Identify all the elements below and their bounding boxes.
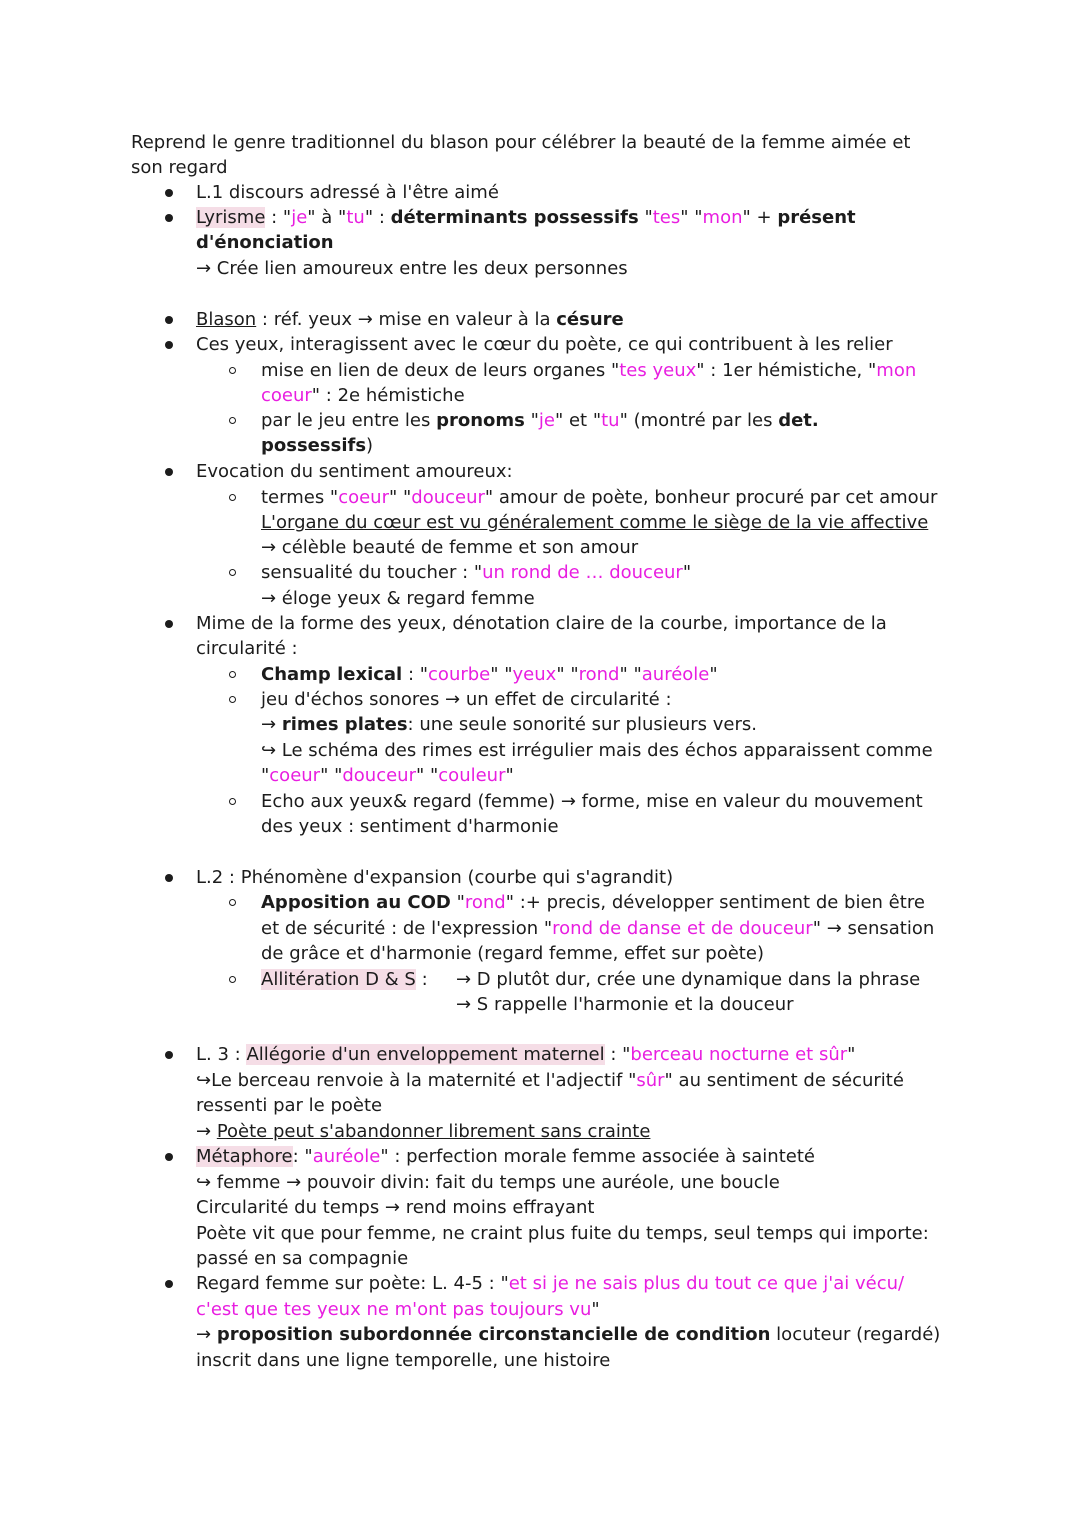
- bullet: [165, 620, 173, 628]
- text-line: inscrit dans une ligne temporelle, une histoire: [196, 1350, 611, 1371]
- text-line: possessifs): [261, 435, 374, 456]
- text-line: Poète vit que pour femme, ne craint plus fuite du temps, seul temps qui importe:: [196, 1223, 929, 1244]
- text-line: c'est que tes yeux ne m'ont pas toujours vu": [196, 1299, 600, 1320]
- bullet: [165, 874, 173, 882]
- list-item: Echo aux yeux& regard (femme) → forme, mise en valeur du mouvement: [261, 791, 923, 812]
- sub-bullet: [229, 494, 236, 501]
- list-item: L.1 discours adressé à l'être aimé: [196, 182, 499, 203]
- text-line: "coeur" "douceur" "couleur": [261, 765, 514, 786]
- sub-bullet: [229, 569, 236, 576]
- text-line: des yeux : sentiment d'harmonie: [261, 816, 559, 837]
- text-line: et de sécurité : de l'expression "rond de danse et de douceur" → sensation: [261, 918, 935, 939]
- text-line: ressenti par le poète: [196, 1095, 383, 1116]
- list-item: Mime de la forme des yeux, dénotation claire de la courbe, importance de la: [196, 613, 887, 634]
- bullet: [165, 189, 173, 197]
- sub-bullet: [229, 671, 236, 678]
- text-line: → S rappelle l'harmonie et la douceur: [456, 994, 794, 1015]
- bullet: [165, 341, 173, 349]
- text-line: ↪ Le schéma des rimes est irrégulier mais des échos apparaissent comme: [261, 740, 933, 761]
- text-line: ↪Le berceau renvoie à la maternité et l'adjectif "sûr" au sentiment de sécurité: [196, 1070, 904, 1091]
- sub-bullet: [229, 696, 236, 703]
- text-line: → proposition subordonnée circonstancielle de condition locuteur (regardé): [196, 1324, 941, 1345]
- text-line: de grâce et d'harmonie (regard femme, effet sur poète): [261, 943, 764, 964]
- text-line: → éloge yeux & regard femme: [261, 588, 535, 609]
- text-line: → D plutôt dur, crée une dynamique dans la phrase: [456, 969, 921, 990]
- list-item: termes "coeur" "douceur" amour de poète, bonheur procuré par cet amour: [261, 487, 938, 508]
- bullet: [165, 1280, 173, 1288]
- list-item: Champ lexical : "courbe" "yeux" "rond" "auréole": [261, 664, 718, 685]
- sub-bullet: [229, 899, 236, 906]
- text-line: Circularité du temps → rend moins effrayant: [196, 1197, 595, 1218]
- list-item: Regard femme sur poète: L. 4-5 : "et si je ne sais plus du tout ce que j'ai vécu/: [196, 1273, 905, 1294]
- bullet: [165, 1153, 173, 1161]
- list-item: L.2 : Phénomène d'expansion (courbe qui s'agrandit): [196, 867, 674, 888]
- text-line: son regard: [131, 157, 228, 178]
- sub-bullet: [229, 367, 236, 374]
- list-item: Ces yeux, interagissent avec le cœur du poète, ce qui contribuent à les relier: [196, 334, 893, 355]
- bullet: [165, 468, 173, 476]
- bullet: [165, 214, 173, 222]
- text-line: circularité :: [196, 638, 298, 659]
- text-line: L'organe du cœur est vu généralement comme le siège de la vie affective: [261, 512, 929, 533]
- list-item: Lyrisme : "je" à "tu" : déterminants possessifs "tes" "mon" + présent: [196, 207, 856, 228]
- text-line: passé en sa compagnie: [196, 1248, 409, 1269]
- text-line: → Crée lien amoureux entre les deux personnes: [196, 258, 628, 279]
- bullet: [165, 316, 173, 324]
- sub-bullet: [229, 976, 236, 983]
- list-item: Allitération D & S :: [261, 969, 428, 990]
- list-item: Evocation du sentiment amoureux:: [196, 461, 513, 482]
- list-item: L. 3 : Allégorie d'un enveloppement maternel : "berceau nocturne et sûr": [196, 1044, 856, 1065]
- text-line: → célèble beauté de femme et son amour: [261, 537, 639, 558]
- text-line: Reprend le genre traditionnel du blason pour célébrer la beauté de la femme aimée et: [131, 132, 911, 153]
- text-line: → rimes plates: une seule sonorité sur plusieurs vers.: [261, 714, 757, 735]
- list-item: Blason : réf. yeux → mise en valeur à la césure: [196, 309, 624, 330]
- list-item: Apposition au COD "rond" :+ precis, développer sentiment de bien être: [261, 892, 925, 913]
- sub-bullet: [229, 417, 236, 424]
- text-line: coeur" : 2e hémistiche: [261, 385, 465, 406]
- list-item: mise en lien de deux de leurs organes "tes yeux" : 1er hémistiche, "mon: [261, 360, 917, 381]
- list-item: par le jeu entre les pronoms "je" et "tu" (montré par les det.: [261, 410, 819, 431]
- list-item: sensualité du toucher : "un rond de … douceur": [261, 562, 692, 583]
- list-item: Métaphore: "auréole" : perfection morale femme associée à sainteté: [196, 1146, 815, 1167]
- text-line: ↪ femme → pouvoir divin: fait du temps une auréole, une boucle: [196, 1172, 780, 1193]
- list-item: jeu d'échos sonores → un effet de circularité :: [261, 689, 672, 710]
- text-line: → Poète peut s'abandonner librement sans crainte: [196, 1121, 651, 1142]
- bullet: [165, 1051, 173, 1059]
- sub-bullet: [229, 798, 236, 805]
- text-line: d'énonciation: [196, 232, 334, 253]
